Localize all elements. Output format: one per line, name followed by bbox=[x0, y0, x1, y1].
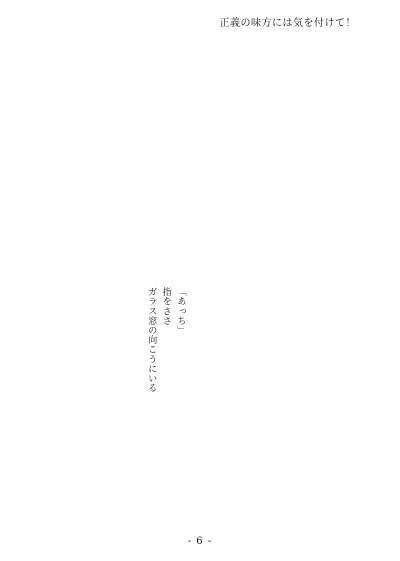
top-text-column bbox=[70, 30, 85, 268]
top-text-column bbox=[201, 30, 216, 268]
top-text-column bbox=[114, 30, 129, 268]
top-text-column bbox=[158, 30, 173, 268]
bottom-text-column bbox=[187, 287, 202, 517]
bottom-text-column bbox=[70, 287, 85, 517]
bottom-text-column bbox=[333, 287, 348, 517]
top-text-column bbox=[260, 30, 275, 268]
top-text-column bbox=[347, 30, 362, 268]
top-text-column bbox=[274, 30, 289, 268]
top-text-column bbox=[245, 30, 260, 268]
bottom-text-column bbox=[260, 287, 275, 517]
bottom-text-column: 指をささ bbox=[160, 287, 172, 326]
top-text-column bbox=[304, 30, 319, 268]
bottom-text-column bbox=[274, 287, 289, 517]
bottom-text-column bbox=[114, 287, 129, 517]
bottom-text-column bbox=[304, 287, 319, 517]
bottom-text-column bbox=[216, 287, 231, 517]
top-text-column bbox=[333, 30, 348, 268]
page-number: - 6 - bbox=[187, 536, 213, 547]
top-text-column bbox=[318, 30, 333, 268]
top-text-column bbox=[172, 30, 187, 268]
top-text-column bbox=[56, 30, 71, 268]
top-text-column bbox=[289, 30, 304, 268]
bottom-text-column bbox=[56, 287, 71, 517]
bottom-text-column bbox=[201, 287, 216, 517]
bottom-text-column bbox=[347, 287, 362, 517]
bottom-text-column bbox=[231, 287, 246, 517]
top-text-column bbox=[129, 30, 144, 268]
top-text-column bbox=[231, 30, 246, 268]
lower-text-block bbox=[44, 287, 362, 517]
bottom-text-column bbox=[318, 287, 333, 517]
top-text-column bbox=[99, 30, 114, 268]
top-text-column bbox=[216, 30, 231, 268]
bottom-text-column: 「あっち」 bbox=[174, 287, 186, 335]
upper-text-block bbox=[44, 30, 362, 268]
running-header-title: 正義の味方には気を付けて！ bbox=[219, 18, 356, 29]
top-text-column bbox=[85, 30, 100, 268]
bottom-text-column bbox=[99, 287, 114, 517]
bottom-text-column bbox=[85, 287, 100, 517]
bottom-text-column: ガラス窓の向こうにいる bbox=[145, 287, 157, 393]
bottom-text-column bbox=[129, 287, 144, 517]
top-text-column bbox=[143, 30, 158, 268]
bottom-text-column bbox=[245, 287, 260, 517]
top-text-column bbox=[187, 30, 202, 268]
bottom-text-column bbox=[289, 287, 304, 517]
